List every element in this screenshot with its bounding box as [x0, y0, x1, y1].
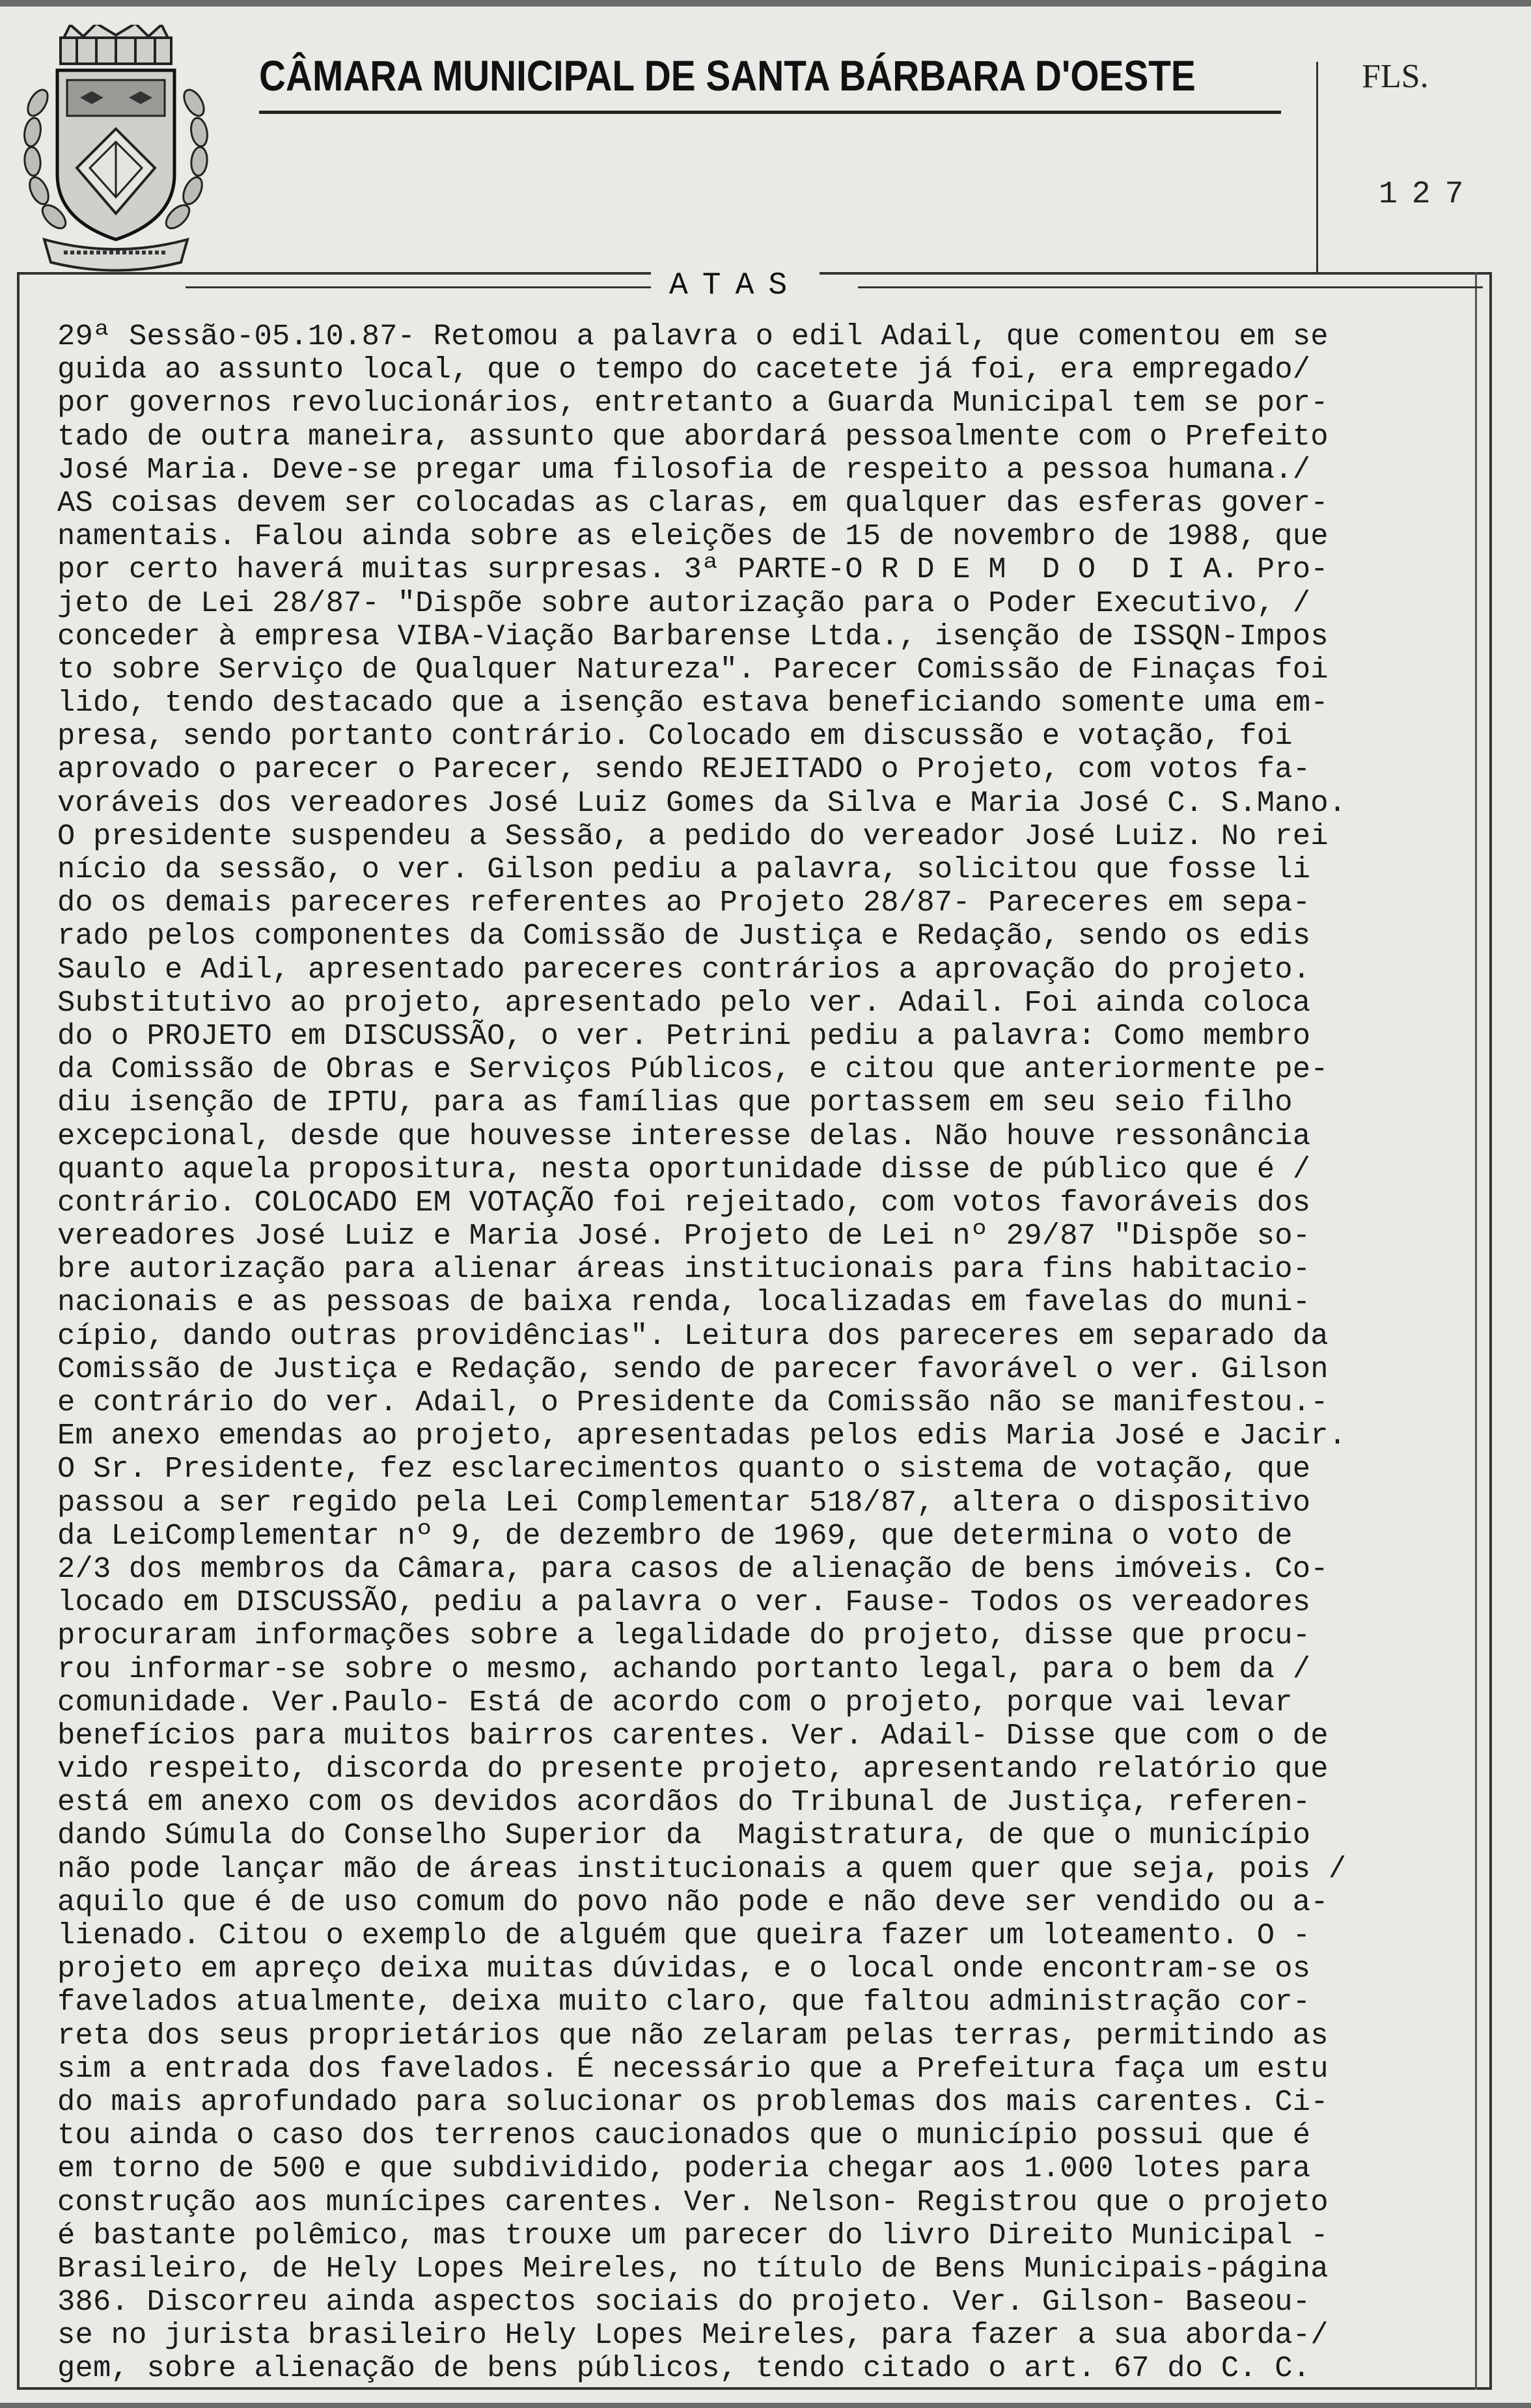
minutes-line: AS coisas devem ser colocadas as claras, em qualquer das esferas gover- [57, 486, 1329, 520]
minutes-line: aquilo que é de uso comum do povo não pode e não deve ser vendido ou a- [57, 1885, 1329, 1919]
minutes-line: em torno de 500 e que subdividido, poderia chegar aos 1.000 lotes para [57, 2152, 1311, 2186]
minutes-line: presa, sendo portanto contrário. Colocado em discussão e votação, foi [57, 719, 1293, 754]
minutes-line: 2/3 dos membros da Câmara, para casos de alienação de bens imóveis. Co- [57, 1552, 1329, 1586]
minutes-line: reta dos seus proprietários que não zelaram pelas terras, permitindo as [57, 2018, 1329, 2053]
minutes-line: conceder à empresa VIBA-Viação Barbarense Ltda., isenção de ISSQN-Impos [57, 619, 1329, 653]
minutes-line: lido, tendo destacado que a isenção estava beneficiando somente uma em- [57, 686, 1329, 720]
minutes-line: excepcional, desde que houvesse interesse delas. Não houve ressonância [57, 1119, 1311, 1153]
minutes-line: rou informar-se sobre o mesmo, achando portanto legal, para o bem da / [57, 1652, 1311, 1686]
minutes-line: locado em DISCUSSÃO, pediu a palavra o ver. Fause- Todos os vereadores [57, 1585, 1311, 1620]
minutes-line: diu isenção de IPTU, para as famílias que portassem em seu seio filho [57, 1086, 1293, 1120]
minutes-text-body [57, 320, 1489, 2386]
minutes-line: se no jurista brasileiro Hely Lopes Meireles, para fazer a sua aborda-/ [57, 2318, 1329, 2353]
minutes-line: por governos revolucionários, entretanto a Guarda Municipal tem se por- [57, 386, 1329, 420]
page-top-edge [0, 0, 1531, 7]
page-bottom-edge [0, 2403, 1531, 2408]
header-underline [259, 111, 1281, 114]
minutes-line: O Sr. Presidente, fez esclarecimentos quanto o sistema de votação, que [57, 1452, 1311, 1486]
minutes-line: sim a entrada dos favelados. É necessário que a Prefeitura faça um estu [57, 2051, 1329, 2086]
section-title-rule-left [186, 286, 651, 288]
minutes-line: procuraram informações sobre a legalidade do projeto, disse que procu- [57, 1619, 1311, 1653]
minutes-line: do os demais pareceres referentes ao Projeto 28/87- Pareceres em sepa- [57, 886, 1311, 920]
minutes-line: Em anexo emendas ao projeto, apresentadas pelos edis Maria José e Jacir. [57, 1419, 1347, 1453]
minutes-line: 386. Discorreu ainda aspectos sociais do projeto. Ver. Gilson- Baseou- [57, 2285, 1311, 2319]
minutes-line: rado pelos componentes da Comissão de Justiça e Redação, sendo os edis [57, 919, 1311, 953]
minutes-line: construção aos munícipes carentes. Ver. Nelson- Registrou que o projeto [57, 2185, 1329, 2219]
chamber-title: CÂMARA MUNICIPAL DE SANTA BÁRBARA D'OESTE [259, 51, 1196, 100]
minutes-line: do mais aprofundado para solucionar os problemas dos mais carentes. Ci- [57, 2085, 1329, 2119]
minutes-line: comunidade. Ver.Paulo- Está de acordo com o projeto, porque vai levar [57, 1685, 1293, 1719]
minutes-line: gem, sobre alienação de bens públicos, tendo citado o art. 67 do C. C. [57, 2351, 1311, 2386]
minutes-line: passou a ser regido pela Lei Complementar 518/87, altera o dispositivo [57, 1485, 1311, 1520]
minutes-line: projeto em apreço deixa muitas dúvidas, e o local onde encontram-se os [57, 1952, 1311, 1986]
minutes-line: vereadores José Luiz e Maria José. Projeto de Lei nº 29/87 "Dispõe so- [57, 1219, 1311, 1253]
minutes-line: dando Súmula do Conselho Superior da Magistratura, de que o município [57, 1818, 1311, 1853]
minutes-line: e contrário do ver. Adail, o Presidente da Comissão não se manifestou.- [57, 1386, 1329, 1419]
minutes-line: quanto aquela propositura, nesta oportunidade disse de público que é / [57, 1152, 1311, 1186]
header-divider [1316, 62, 1318, 273]
section-title-rule-right [858, 286, 1483, 288]
minutes-line: nício da sessão, o ver. Gilson pediu a palavra, solicitou que fosse li [57, 853, 1311, 886]
minutes-line: 29ª Sessão-05.10.87- Retomou a palavra o edil Adail, que comentou em se [57, 320, 1329, 353]
minutes-line: cípio, dando outras providências". Leitura dos pareceres em separado da [57, 1319, 1329, 1353]
minutes-line: não pode lançar mão de áreas institucionais a quem quer que seja, pois / [57, 1852, 1347, 1886]
minutes-line: to sobre Serviço de Qualquer Natureza". Parecer Comissão de Finaças foi [57, 652, 1329, 687]
minutes-line: da LeiComplementar nº 9, de dezembro de 1969, que determina o voto de [57, 1518, 1293, 1553]
minutes-line: benefícios para muitos bairros carentes. Ver. Adail- Disse que com o de [57, 1718, 1329, 1753]
minutes-line: voráveis dos vereadores José Luiz Gomes da Silva e Maria José C. S.Mano. [57, 786, 1347, 820]
minutes-line: guida ao assunto local, que o tempo do cacetete já foi, era empregado/ [57, 353, 1311, 387]
minutes-line: namentais. Falou ainda sobre as eleições de 15 de novembro de 1988, que [57, 519, 1329, 554]
minutes-line: da Comissão de Obras e Serviços Públicos, e citou que anteriormente pe- [57, 1052, 1329, 1087]
minutes-line: José Maria. Deve-se pregar uma filosofia de respeito a pessoa humana./ [57, 452, 1311, 487]
minutes-line: Brasileiro, de Hely Lopes Meireles, no título de Bens Municipais-página [57, 2251, 1329, 2286]
municipal-coat-of-arms-icon [18, 25, 214, 272]
section-title: ATAS [651, 268, 820, 303]
minutes-line: bre autorização para alienar áreas institucionais para fins habitacio- [57, 1252, 1311, 1287]
minutes-line: aprovado o parecer o Parecer, sendo REJEITADO o Projeto, com votos fa- [57, 752, 1311, 787]
minutes-line: Substitutivo ao projeto, apresentado pelo ver. Adail. Foi ainda coloca [57, 985, 1311, 1020]
minutes-line: do o PROJETO em DISCUSSÃO, o ver. Petrini pediu a palavra: Como membro [57, 1019, 1311, 1053]
minutes-line: tado de outra maneira, assunto que abordará pessoalmente com o Prefeito [57, 419, 1329, 454]
minutes-line: por certo haverá muitas surpresas. 3ª PARTE-O R D E M D O D I A. Pro- [57, 553, 1329, 587]
minutes-line: vido respeito, discorda do presente projeto, apresentando relatório que [57, 1752, 1329, 1786]
minutes-line: está em anexo com os devidos acordãos do Tribunal de Justiça, referen- [57, 1785, 1311, 1820]
minutes-line: Comissão de Justiça e Redação, sendo de parecer favorável o ver. Gilson [57, 1352, 1329, 1386]
minutes-line: lienado. Citou o exemplo de alguém que queira fazer um loteamento. O - [57, 1919, 1311, 1952]
minutes-line: jeto de Lei 28/87- "Dispõe sobre autorização para o Poder Executivo, / [57, 586, 1311, 620]
minutes-line: O presidente suspendeu a Sessão, a pedido do vereador José Luiz. No rei [57, 819, 1329, 853]
minutes-line: tou ainda o caso dos terrenos caucionados que o município possui que é [57, 2118, 1311, 2153]
minutes-line: contrário. COLOCADO EM VOTAÇÃO foi rejeitado, com votos favoráveis dos [57, 1185, 1311, 1220]
folio-number: 127 [1379, 177, 1478, 212]
minutes-line: nacionais e as pessoas de baixa renda, localizadas em favelas do muni- [57, 1285, 1311, 1320]
folio-label: FLS. [1362, 58, 1429, 95]
minutes-line: Saulo e Adil, apresentado pareceres contrários a aprovação do projeto. [57, 952, 1311, 987]
minutes-line: favelados atualmente, deixa muito claro, que faltou administração cor- [57, 1985, 1311, 2019]
minutes-line: é bastante polêmico, mas trouxe um parecer do livro Direito Municipal - [57, 2218, 1329, 2252]
